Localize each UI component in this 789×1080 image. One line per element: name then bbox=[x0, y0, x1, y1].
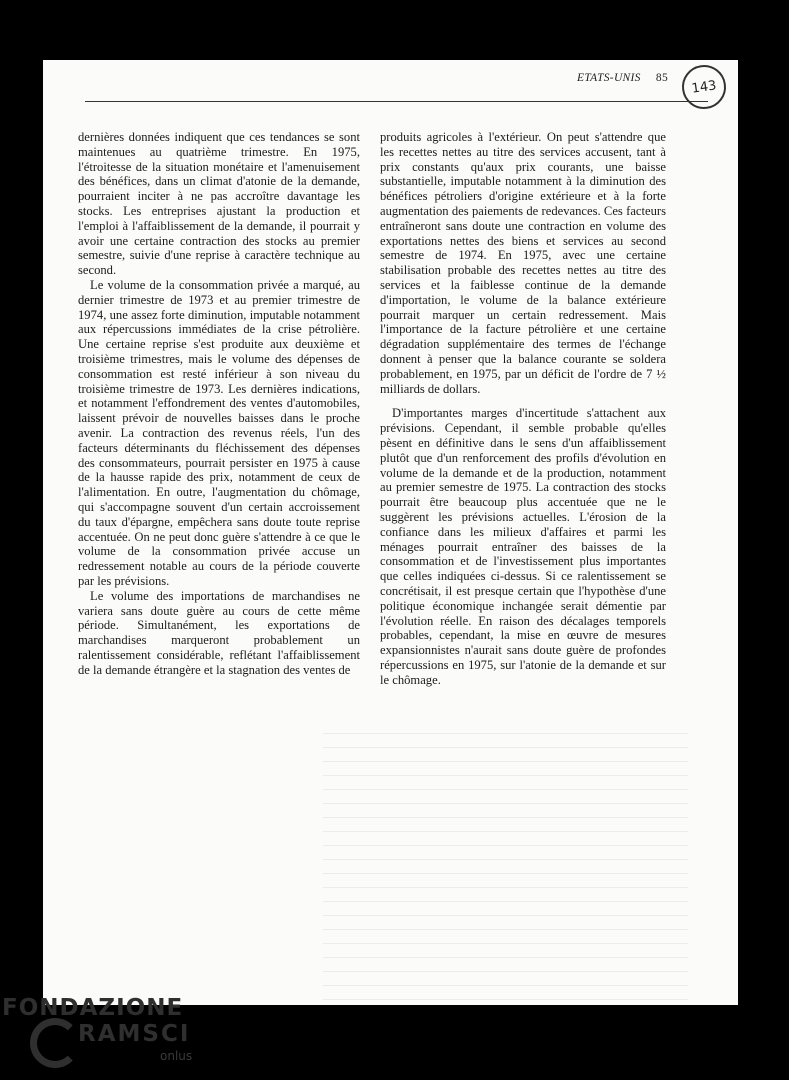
folio-stamp: 143 bbox=[679, 62, 729, 112]
watermark-line-1: FONDAZIONE bbox=[2, 995, 184, 1021]
paragraph: dernières données indiquent que ces tendances se sont maintenues au quatrième trimestre. En 1975, l'étroitesse de la situation monétaire et l'amenuisement des bénéfices, dans un climat d'atonie de la demande, pourraient inciter à ne pas accroître davantage les stocks. Les entreprises ajustant la production et l'emploi à l'affaiblissement de la demande, il pourrait y avoir une certaine contraction des stocks au premier semestre, suivie d'une reprise à caractère technique au second. bbox=[78, 130, 360, 278]
right-column bbox=[380, 130, 666, 687]
paragraph: produits agricoles à l'extérieur. On peut s'attendre que les recettes nettes au titre des services accusent, tant à prix constants qu'aux prix courants, une baisse substantielle, imputable notamment à la diminution des bénéfices pétroliers d'origine extérieure et à la forte augmentation des paiements de redevances. Ces facteurs entraîneront sans doute une contraction en volume des exportations nettes des biens et services au second semestre de 1974. En 1975, avec une certaine stabilisation probable des recettes nettes au titre des services et la faiblesse continue de la demande d'importation, le volume de la balance extérieure pourrait marquer un certain redressement. Mais l'importance de la facture pétrolière et une certaine dégradation supplémentaire des termes de l'échange donnent à penser que la balance courante se soldera probablement, en 1975, par un déficit de l'ordre de 7 ½ milliards de dollars. bbox=[380, 130, 666, 396]
show-through-texture bbox=[323, 720, 688, 1000]
section-title: ETATS-UNIS bbox=[577, 72, 641, 84]
archive-watermark bbox=[0, 985, 210, 1075]
page-number: 85 bbox=[655, 72, 668, 84]
paragraph: D'importantes marges d'incertitude s'attachent aux prévisions. Cependant, il semble probable qu'elles pèsent en définitive dans le sens d'un affaiblissement plutôt que d'un renforcement des profils d'évolution en volume de la demande et de la production, notamment au premier semestre de 1975. La contraction des stocks pourrait être beaucoup plus accentuée que ne le suggèrent les prévisions actuelles. L'érosion de la confiance dans les milieux d'affaires et parmi les ménages pourrait entraîner des baisses de la consommation et de l'investissement plus importantes que celles indiquées ci-dessus. Si ce ralentissement se concrétisait, il est presque certain que l'hypothèse d'une politique économique inchangée serait démentie par l'évolution réelle. En raison des décalages temporels probables, cependant, la mise en œuvre de mesures expansionnistes n'aurait sans doute guère de profondes répercussions en 1975, sur l'atonie de la demande et sur le chômage. bbox=[380, 406, 666, 687]
left-column bbox=[78, 130, 360, 677]
header-rule bbox=[85, 101, 708, 102]
paragraph: Le volume de la consommation privée a marqué, au dernier trimestre de 1973 et au premier trimestre de 1974, une assez forte diminution, imputable notamment aux répercussions immédiates de la crise pétrolière. Une certaine reprise s'est produite aux deuxième et troisième trimestres, mais le volume des dépenses de consommation est resté inférieur à son niveau du troisième trimestre de 1973. Les dernières indications, et notamment l'effondrement des ventes d'automobiles, laissent prévoir de nouvelles baisses dans le proche avenir. La contraction des revenus réels, l'un des facteurs déterminants du fléchissement des dépenses des consommateurs, pourrait persister en 1975 à cause de la hausse rapide des prix, notamment de ceux de l'alimentation. En outre, l'augmentation du chômage, qui s'accompagne souvent d'un certain accroissement du taux d'épargne, empêchera sans doute toute reprise accentuée. On ne peut donc guère s'attendre à ce que le volume de la consommation privée accuse un redressement notable au cours de la période couverte par les prévisions. bbox=[78, 277, 360, 588]
watermark-g-logo-icon bbox=[30, 1018, 80, 1068]
watermark-line-2: RAMSCI bbox=[78, 1021, 191, 1047]
running-head bbox=[577, 72, 668, 84]
paragraph: Le volume des importations de marchandises ne variera sans doute guère au cours de cette même période. Simultanément, les exportations de marchandises marqueront probablement un ralentissement considérable, reflétant l'affaiblissement de la demande étrangère et la stagnation des ventes de bbox=[78, 588, 360, 677]
watermark-line-3: onlus bbox=[160, 1049, 193, 1063]
document-page bbox=[43, 60, 738, 1005]
